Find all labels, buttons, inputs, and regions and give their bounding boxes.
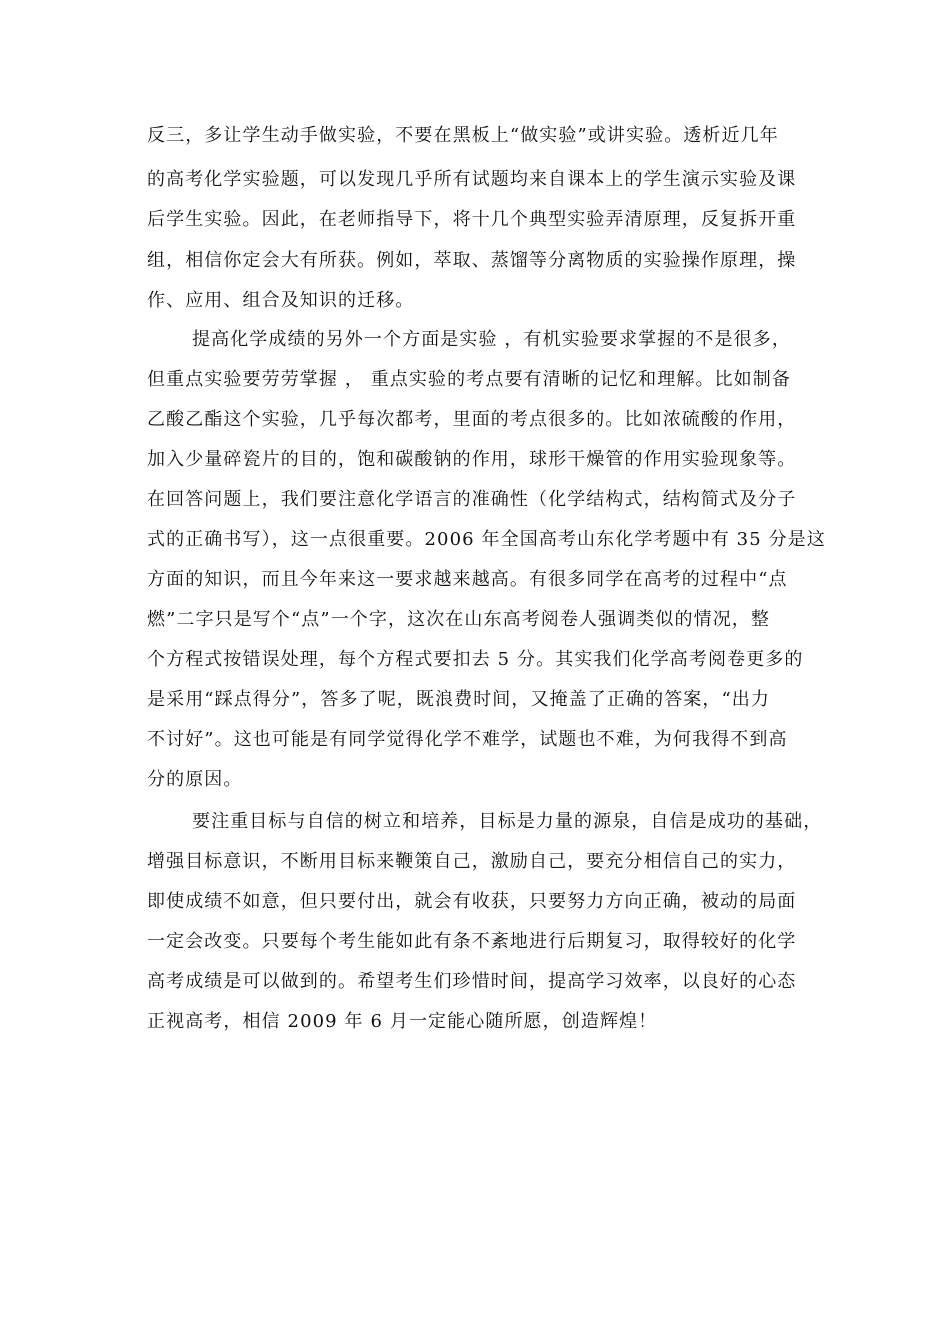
- text-line: 在回答问题上，我们要注意化学语言的准确性（化学结构式，结构简式及分子: [147, 489, 797, 510]
- text-line: 不讨好”。这也可能是有同学觉得化学不难学，试题也不难，为何我得不到高: [147, 729, 788, 750]
- text-line: 乙酸乙酯这个实验，几乎每次都考，里面的考点很多的。比如浓硫酸的作用，: [147, 409, 797, 430]
- text-line: 组，相信你定会大有所获。例如，萃取、蒸馏等分离物质的实验操作原理，操: [147, 250, 797, 271]
- text-line: 高考成绩是可以做到的。希望考生们珍惜时间，提高学习效率，以良好的心态: [147, 971, 797, 992]
- text-line: 方面的知识，而且今年来这一要求越来越高。有很多同学在高考的过程中“点: [147, 569, 788, 590]
- text-line: 的高考化学实验题，可以发现几乎所有试题均来自课本上的学生演示实验及课: [147, 169, 797, 190]
- text-line: 增强目标意识，不断用目标来鞭策自己，激励自己，要充分相信自己的实力，: [147, 851, 797, 872]
- text-line: 但重点实验要劳劳掌握 ， 重点实验的考点要有清晰的记忆和理解。比如制备: [147, 369, 791, 390]
- text-line: 一定会改变。只要每个考生能如此有条不紊地进行后期复习，取得较好的化学: [147, 931, 797, 952]
- text-line: 加入少量碎瓷片的目的，饱和碳酸钠的作用，球形干燥管的作用实验现象等。: [147, 449, 797, 470]
- text-line: 后学生实验。因此，在老师指导下，将十几个典型实验弄清原理，反复拆开重: [147, 209, 797, 230]
- text-line: 分的原因。: [147, 769, 243, 790]
- text-line: 是采用“踩点得分”，答多了呢，既浪费时间，又掩盖了正确的答案，“出力: [147, 689, 771, 710]
- text-line: 正视高考，相信 2009 年 6 月一定能心随所愿，创造辉煌！: [147, 1011, 658, 1032]
- text-line: 燃”二字只是写个“点”一个字，这次在山东高考阅卷人强调类似的情况，整: [147, 609, 771, 630]
- paragraph-first-line: 要注重目标与自信的树立和培养，目标是力量的源泉，自信是成功的基础，: [192, 811, 823, 832]
- text-line: 反三，多让学生动手做实验，不要在黑板上“做实验”或讲实验。透析近几年: [147, 125, 779, 146]
- paragraph-first-line: 提高化学成绩的另外一个方面是实验 ，有机实验要求掌握的不是很多，: [192, 329, 791, 350]
- text-line: 即使成绩不如意，但只要付出，就会有收获，只要努力方向正确，被动的局面: [147, 891, 797, 912]
- text-line: 个方程式按错误处理，每个方程式要扣去 5 分。其实我们化学高考阅卷更多的: [147, 649, 804, 670]
- text-line: 式的正确书写），这一点很重要。2006 年全国高考山东化学考题中有 35 分是这: [147, 529, 826, 550]
- text-line: 作、应用、组合及知识的迁移。: [147, 290, 415, 311]
